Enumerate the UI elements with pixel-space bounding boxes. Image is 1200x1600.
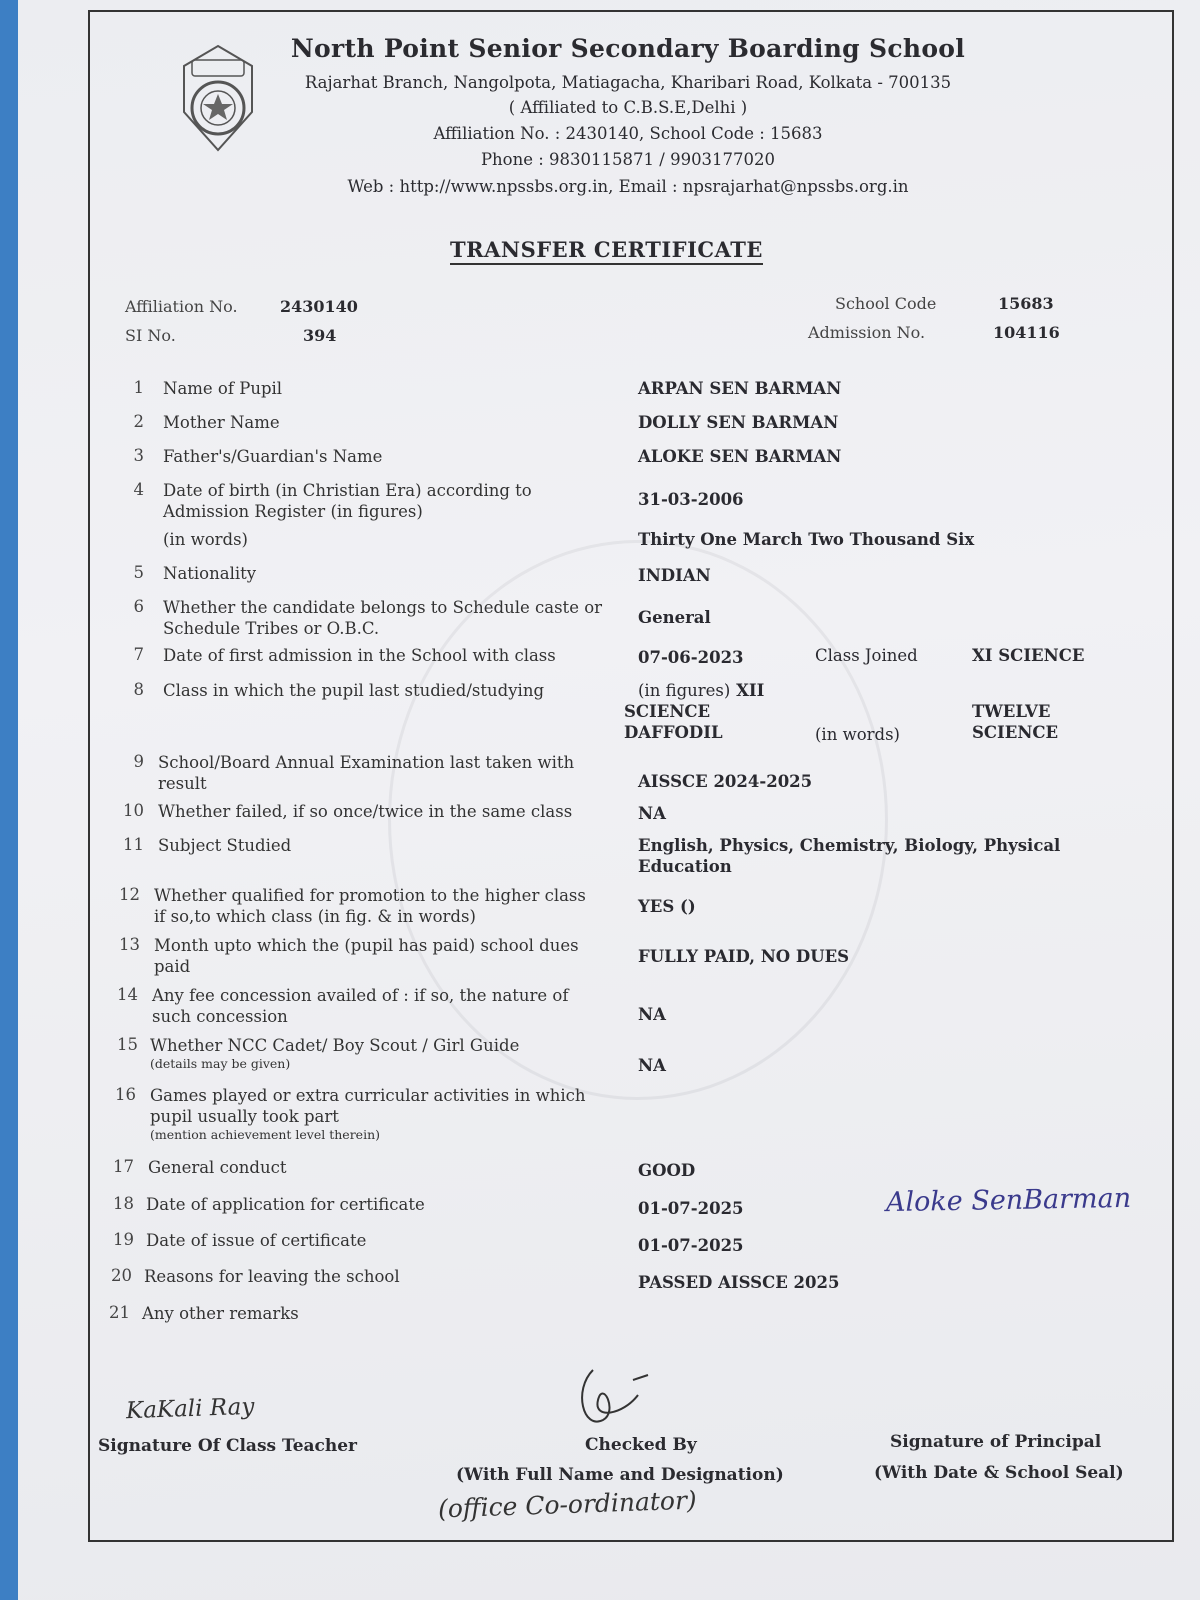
phone-line: Phone : 9830115871 / 9903177020 xyxy=(480,150,776,169)
school-logo-icon xyxy=(178,42,258,154)
admission-date-value: 07-06-2023 xyxy=(638,648,744,667)
row-label: Mother Name xyxy=(163,413,280,432)
class-teacher-label: Signature Of Class Teacher xyxy=(98,1436,358,1456)
class-words-label: (in words) xyxy=(815,725,900,744)
row-label: General conduct xyxy=(148,1158,287,1177)
school-code-label: School Code xyxy=(835,294,937,313)
conduct-value: GOOD xyxy=(638,1161,696,1180)
class-section-value: DAFFODIL xyxy=(624,723,723,742)
promotion-value: YES () xyxy=(638,897,696,916)
certificate-title: TRANSFER CERTIFICATE xyxy=(450,237,763,265)
father-name-value: ALOKE SEN BARMAN xyxy=(638,447,842,466)
row-number: 13 xyxy=(119,935,140,954)
row-number: 16 xyxy=(115,1085,136,1104)
ncc-value: NA xyxy=(638,1056,666,1075)
checked-by-label: Checked By xyxy=(585,1435,697,1455)
affiliation-no-value: 2430140 xyxy=(280,297,358,316)
school-address: Rajarhat Branch, Nangolpota, Matiagacha, Kharibari Road, Kolkata - 700135 xyxy=(304,73,952,92)
application-date-value: 01-07-2025 xyxy=(638,1199,744,1218)
row-number: 14 xyxy=(117,985,138,1004)
row-label: Any other remarks xyxy=(142,1304,299,1323)
concession-value: NA xyxy=(638,1005,666,1024)
checked-by-sub: (With Full Name and Designation) xyxy=(456,1465,784,1485)
dob-figures-value: 31-03-2006 xyxy=(638,490,744,509)
admission-no-label: Admission No. xyxy=(808,323,926,342)
row-number: 7 xyxy=(133,645,144,664)
nationality-value: INDIAN xyxy=(638,566,711,585)
games-label: Games played or extra curricular activities in which pupil usually took part xyxy=(150,1086,586,1126)
coordinator-handwriting: (office Co-ordinator) xyxy=(437,1485,698,1524)
row-number: 21 xyxy=(109,1303,130,1322)
row-number: 3 xyxy=(133,446,144,465)
row-number: 19 xyxy=(113,1230,134,1249)
exam-value: AISSCE 2024-2025 xyxy=(638,772,813,791)
mother-name-value: DOLLY SEN BARMAN xyxy=(638,413,839,432)
dob-words-value: Thirty One March Two Thousand Six xyxy=(638,530,975,549)
row-label: Date of application for certificate xyxy=(146,1195,425,1214)
sl-no-value: 394 xyxy=(303,326,337,345)
row-number: 6 xyxy=(133,597,144,616)
row-label: School/Board Annual Examination last taken with result xyxy=(158,753,575,793)
games-label-note: (mention achievement level therein) xyxy=(150,1127,380,1142)
dues-value: FULLY PAID, NO DUES xyxy=(638,947,850,966)
row-number: 18 xyxy=(113,1194,134,1213)
pupil-name-value: ARPAN SEN BARMAN xyxy=(638,379,842,398)
row-label: Date of first admission in the School with class xyxy=(163,646,556,665)
category-value: General xyxy=(638,608,711,627)
sl-no-label: SI No. xyxy=(125,326,176,345)
row-label: Date of birth (in Christian Era) according to Admission Register (in figures) xyxy=(163,481,532,521)
class-words-value: TWELVE xyxy=(972,702,1051,721)
row-label xyxy=(150,1035,590,1071)
dob-words-label: (in words) xyxy=(163,530,248,549)
class-figures-value: XII xyxy=(736,681,765,700)
row-label: Class in which the pupil last studied/studying xyxy=(163,681,545,700)
coordinator-signature-icon xyxy=(563,1360,653,1440)
row-label xyxy=(150,1085,590,1142)
row-number: 17 xyxy=(113,1157,134,1176)
row-label: Any fee concession availed of : if so, the nature of such concession xyxy=(152,986,569,1026)
principal-sub: (With Date & School Seal) xyxy=(874,1463,1124,1483)
row-number: 1 xyxy=(133,378,144,397)
class-words-stream: SCIENCE xyxy=(972,723,1059,742)
affiliation-board: ( Affiliated to C.B.S.E,Delhi ) xyxy=(508,98,748,117)
row-number: 11 xyxy=(123,835,144,854)
row-number: 12 xyxy=(119,885,140,904)
class-stream-value: SCIENCE xyxy=(624,702,711,721)
subjects-value: English, Physics, Chemistry, Biology, Physical xyxy=(638,836,1061,855)
principal-label: Signature of Principal xyxy=(890,1432,1102,1452)
row-number: 9 xyxy=(133,752,144,771)
row-label: Month upto which the (pupil has paid) school dues paid xyxy=(154,936,579,976)
row-label: Father's/Guardian's Name xyxy=(163,447,383,466)
affiliation-no-label: Affiliation No. xyxy=(125,297,238,316)
web-email-line: Web : http://www.npssbs.org.in, Email : npsrajarhat@npssbs.org.in xyxy=(347,177,909,196)
leaving-reason-value: PASSED AISSCE 2025 xyxy=(638,1273,840,1292)
row-number: 15 xyxy=(117,1035,138,1054)
class-teacher-signature: KaKali Ray xyxy=(125,1393,255,1425)
row-number: 20 xyxy=(111,1266,132,1285)
school-code-value: 15683 xyxy=(998,294,1054,313)
failed-value: NA xyxy=(638,804,666,823)
row-label: Whether failed, if so once/twice in the same class xyxy=(158,802,573,821)
row-number: 10 xyxy=(123,801,144,820)
row-number: 4 xyxy=(133,480,144,499)
subjects-value-cont: Education xyxy=(638,857,732,876)
affiliation-line: Affiliation No. : 2430140, School Code : 15683 xyxy=(433,124,823,143)
row-label: Subject Studied xyxy=(158,836,292,855)
row-label: Whether the candidate belongs to Schedule caste or Schedule Tribes or O.B.C. xyxy=(163,598,603,638)
class-joined-value: XI SCIENCE xyxy=(972,646,1085,665)
row-label: Name of Pupil xyxy=(163,379,283,398)
row-number: 5 xyxy=(133,563,144,582)
row-label: Nationality xyxy=(163,564,257,583)
row-label: Reasons for leaving the school xyxy=(144,1267,400,1286)
school-name: North Point Senior Secondary Boarding School xyxy=(290,34,966,63)
class-figures-prefix: (in figures) xyxy=(638,681,731,700)
admission-no-value: 104116 xyxy=(993,323,1060,342)
ncc-label-note: (details may be given) xyxy=(150,1056,291,1071)
issue-date-value: 01-07-2025 xyxy=(638,1236,744,1255)
row-number: 8 xyxy=(133,680,144,699)
row-number: 2 xyxy=(133,412,144,431)
row-label: Date of issue of certificate xyxy=(146,1231,367,1250)
parent-signature: Aloke SenBarman xyxy=(885,1182,1132,1219)
ncc-label: Whether NCC Cadet/ Boy Scout / Girl Guide xyxy=(150,1036,520,1055)
row-label: Whether qualified for promotion to the higher class if so,to which class (in fig. & in words) xyxy=(154,886,586,926)
certificate-paper xyxy=(18,0,1200,1600)
class-joined-label: Class Joined xyxy=(815,646,918,665)
